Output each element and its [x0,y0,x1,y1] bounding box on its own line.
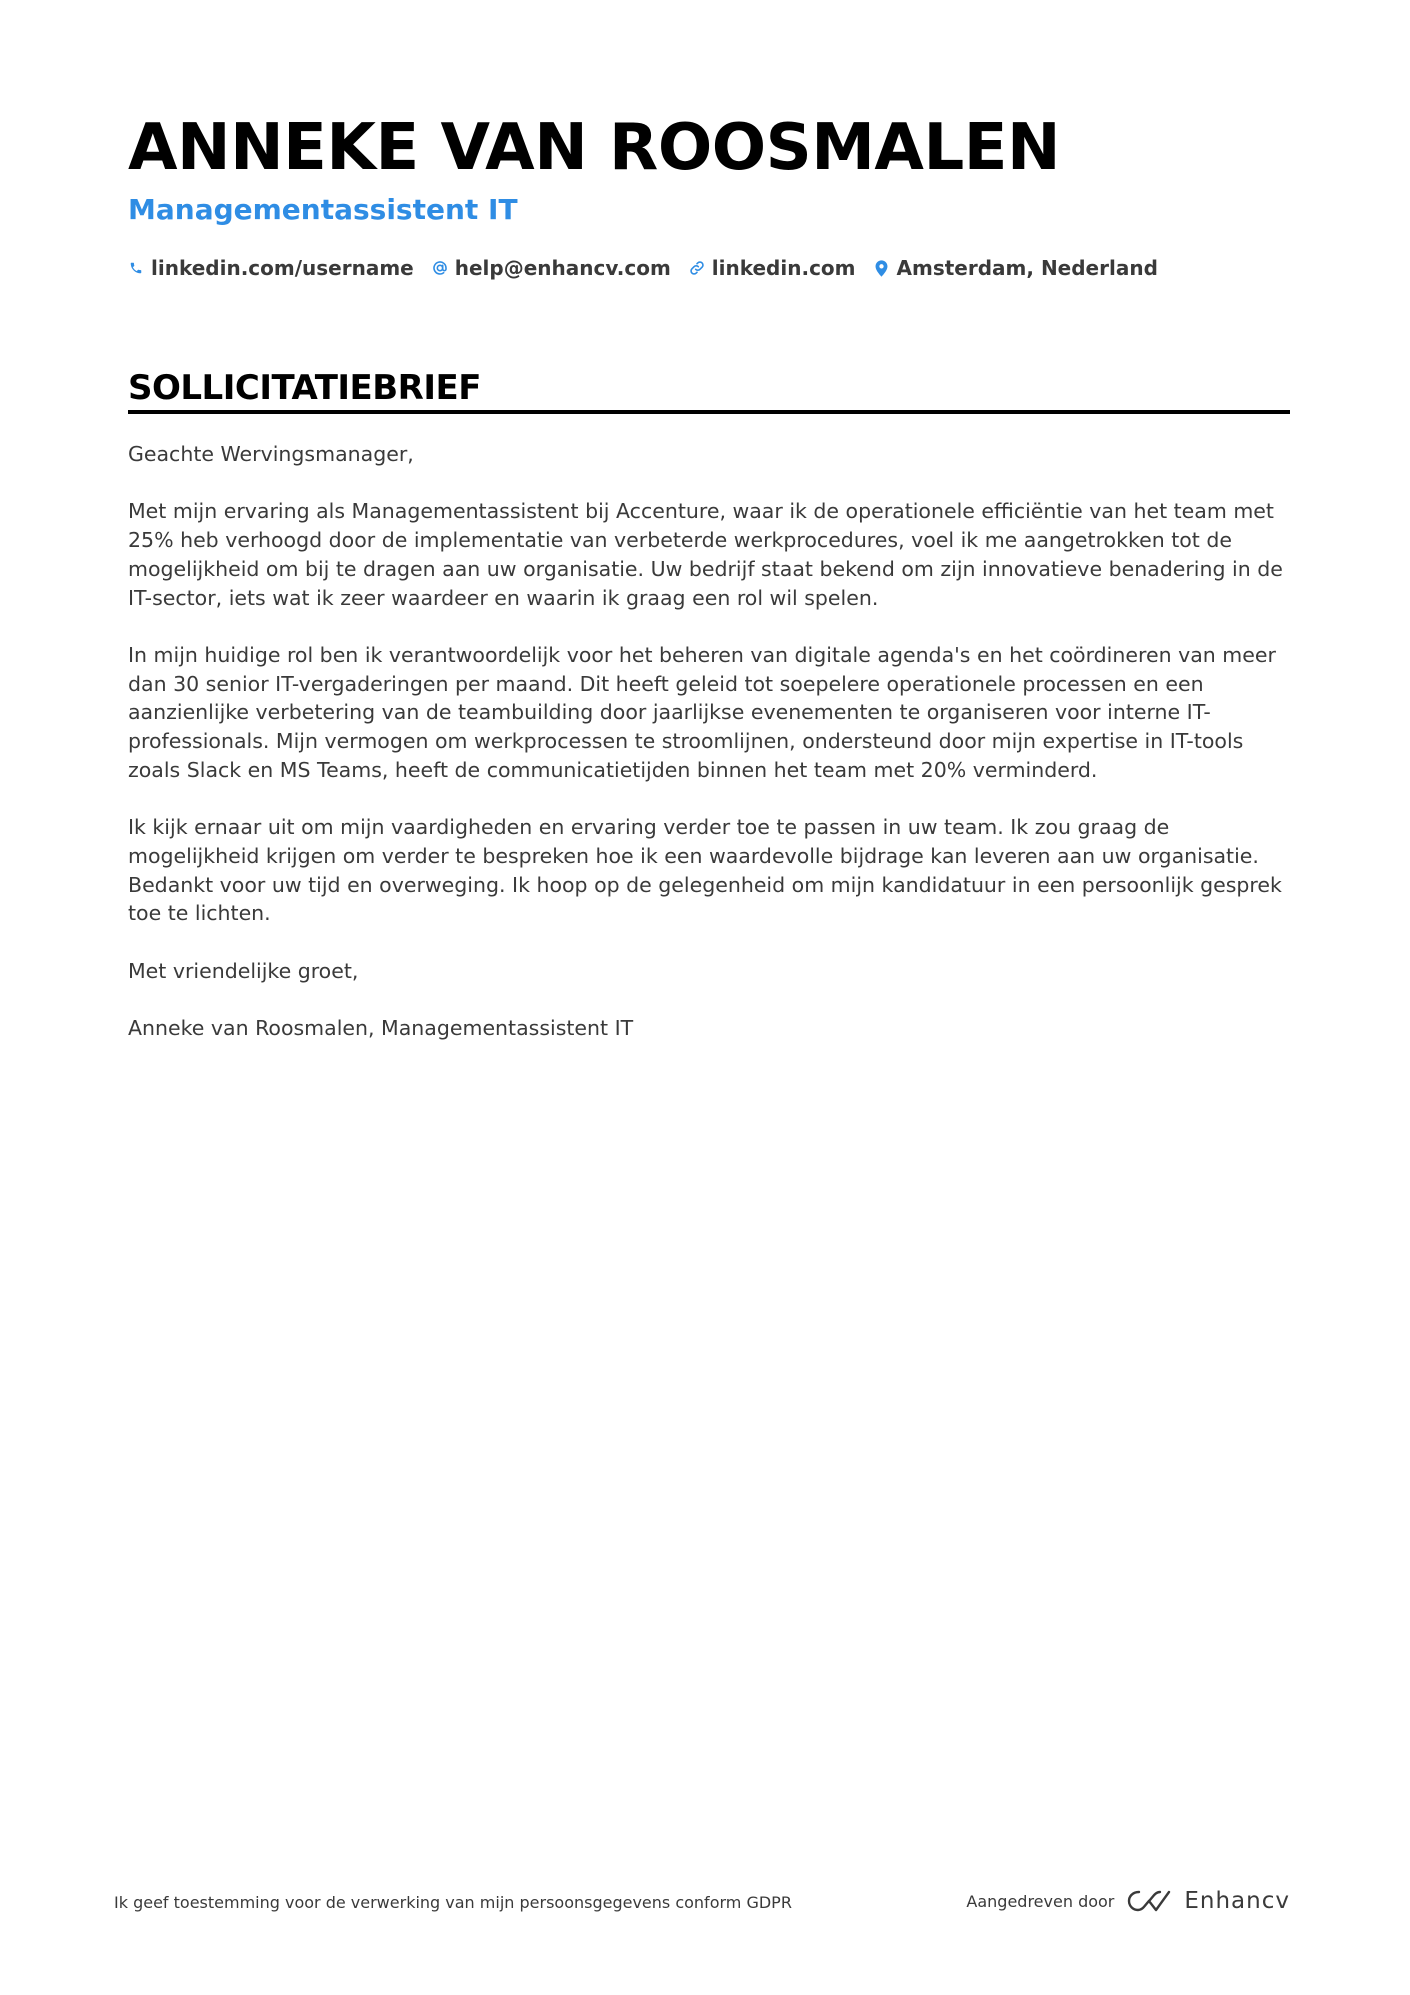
section-title: SOLLICITATIEBRIEF [128,368,481,408]
letter-paragraph: In mijn huidige rol ben ik verantwoordelijk voor het beheren van digitale agenda's en het coördineren van meer dan 30 senior IT-vergaderingen per maand. Dit heeft geleid tot soepelere operationele processen en een aanzienlijke verbetering van de teambuilding door jaarlijkse evenementen te organiseren voor interne IT-professionals. Mijn vermogen om werkprocessen te stroomlijnen, ondersteund door mijn expertise in IT-tools zoals Slack en MS Teams, heeft de communicatietijden binnen het team met 20% verminderd. [128,642,1276,782]
contact-location [874,256,1158,280]
contact-location-text: Amsterdam, Nederland [896,256,1158,280]
enhancv-logo-icon [1126,1888,1172,1914]
letter-paragraph: Ik kijk ernaar uit om mijn vaardigheden en ervaring verder toe te passen in uw team. Ik zou graag de mogelijkheid krijgen om verder te bespreken hoe ik een waardevolle bijdrage kan leveren aan uw organisatie. Bedankt voor uw tijd en overweging. Ik hoop op de gelegenheid om mijn kandidatuur in een persoonlijk gesprek toe te lichten. [128,815,1282,926]
letter-salutation: Geachte Wervingsmanager, [128,442,414,466]
letter-body [128,440,1290,1071]
contact-phone [128,256,414,280]
phone-icon [128,258,144,278]
brand-name: Enhancv [1184,1888,1290,1914]
job-title: Managementassistent IT [128,193,518,226]
powered-by-label: Aangedreven door [966,1891,1115,1911]
contact-email[interactable] [432,256,671,280]
at-icon [432,258,448,278]
location-pin-icon [874,258,890,278]
contact-email-text[interactable]: help@enhancv.com [454,256,671,280]
contact-link-text[interactable]: linkedin.com [711,256,856,280]
gdpr-consent-text: Ik geef toestemming voor de verwerking van mijn persoonsgegevens conform GDPR [114,1893,792,1912]
candidate-name: ANNEKE VAN ROOSMALEN [128,111,1060,185]
powered-by-badge[interactable] [966,1888,1290,1914]
section-divider [128,410,1290,414]
contact-link[interactable] [689,256,856,280]
letter-paragraph: Met mijn ervaring als Managementassistent bij Accenture, waar ik de operationele efficiëntie van het team met 25% heb verhoogd door de implementatie van verbeterde werkprocedures, voel ik me aangetrokken tot de mogelijkheid om bij te dragen aan uw organisatie. Uw bedrijf staat bekend om zijn innovatieve benadering in de IT-sector, iets wat ik zeer waardeer en waarin ik graag een rol wil spelen. [128,499,1283,610]
letter-signature: Anneke van Roosmalen, Managementassistent IT [128,1015,634,1040]
letter-closing: Met vriendelijke groet, [128,958,359,983]
contact-row [128,252,1158,284]
contact-phone-text: linkedin.com/username [151,256,414,280]
link-icon [689,258,705,278]
